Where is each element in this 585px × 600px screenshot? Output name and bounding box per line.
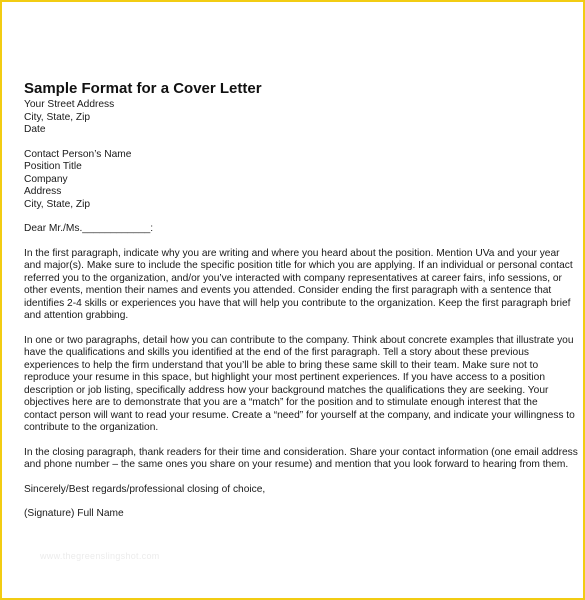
paragraph-line: identifies 2-4 skills or experiences you have that will help you contribute to the organization. Keep the first paragraph brief — [24, 297, 571, 309]
cover-letter-document — [24, 80, 578, 521]
paragraph-line: and attention grabbing. — [24, 310, 129, 321]
paragraph-line: contact person will want to read your resume. Create a “need” for yourself at the company, and indicate your willingness to — [24, 409, 575, 421]
recipient-city-state-zip: City, State, Zip — [24, 198, 91, 210]
paragraph-line: In the first paragraph, indicate why you are writing and where you heard about the position. Mention UVa and your year — [24, 247, 560, 259]
salutation: Dear Mr./Ms.____________: — [24, 223, 154, 234]
paragraph-intro — [24, 247, 573, 323]
recipient-company: Company — [24, 173, 68, 185]
paragraph-body — [24, 334, 575, 435]
recipient-position-title: Position Title — [24, 161, 82, 172]
paragraph-line: experiences to help the firm understand that you’ll be able to bring these same skill to their team. Make sure not to — [24, 359, 539, 371]
complimentary-closing: Sincerely/Best regards/professional closing of choice, — [24, 483, 266, 495]
paragraph-line: referred you to the organization, and/or you’ve interacted with company representatives at career fairs, info sessions, or — [24, 272, 562, 284]
document-title: Sample Format for a Cover Letter — [24, 80, 262, 97]
recipient-name: Contact Person’s Name — [24, 148, 132, 160]
sender-street: Your Street Address — [24, 99, 115, 110]
paragraph-line: have the qualifications and skills you identified at the end of the first paragraph. Tell a story about these previous — [24, 347, 529, 358]
paragraph-line: objectives here are to demonstrate that you are a “match” for the position and to stimulate enough interest that the — [24, 397, 538, 408]
paragraph-line: other events, mention their names and events you attended. Consider ending the first paragraph with a sentence that — [24, 285, 552, 296]
paragraph-line: contribute to the organization. — [24, 422, 159, 433]
sender-address-block — [24, 99, 544, 137]
watermark-text: www.thegreenslingshot.com — [40, 551, 160, 561]
signature-line: (Signature) Full Name — [24, 508, 124, 519]
paragraph-closing — [24, 446, 578, 472]
paragraph-line: reproduce your resume in this space, but highlight your most pertinent experiences. If you have access to a position — [24, 372, 545, 383]
paragraph-line: and phone number – the same ones you share on your resume) and mention that you look forward to hearing from them. — [24, 459, 569, 470]
recipient-address-block — [24, 149, 544, 212]
paragraph-line: In one or two paragraphs, detail how you can contribute to the company. Think about concrete examples that illustrate you — [24, 334, 574, 346]
paragraph-line: and major(s). Make sure to include the specific position title for which you are applying. If an individual or personal contact — [24, 260, 573, 271]
recipient-address: Address — [24, 186, 62, 197]
paragraph-line: In the closing paragraph, thank readers for their time and consideration. Share your contact information (one email address — [24, 446, 578, 458]
sender-city-state-zip: City, State, Zip — [24, 111, 91, 123]
paragraph-line: description or job listing, specifically address how your background matches the qualifications they are seeking. Your — [24, 384, 549, 396]
sender-date: Date — [24, 124, 46, 135]
